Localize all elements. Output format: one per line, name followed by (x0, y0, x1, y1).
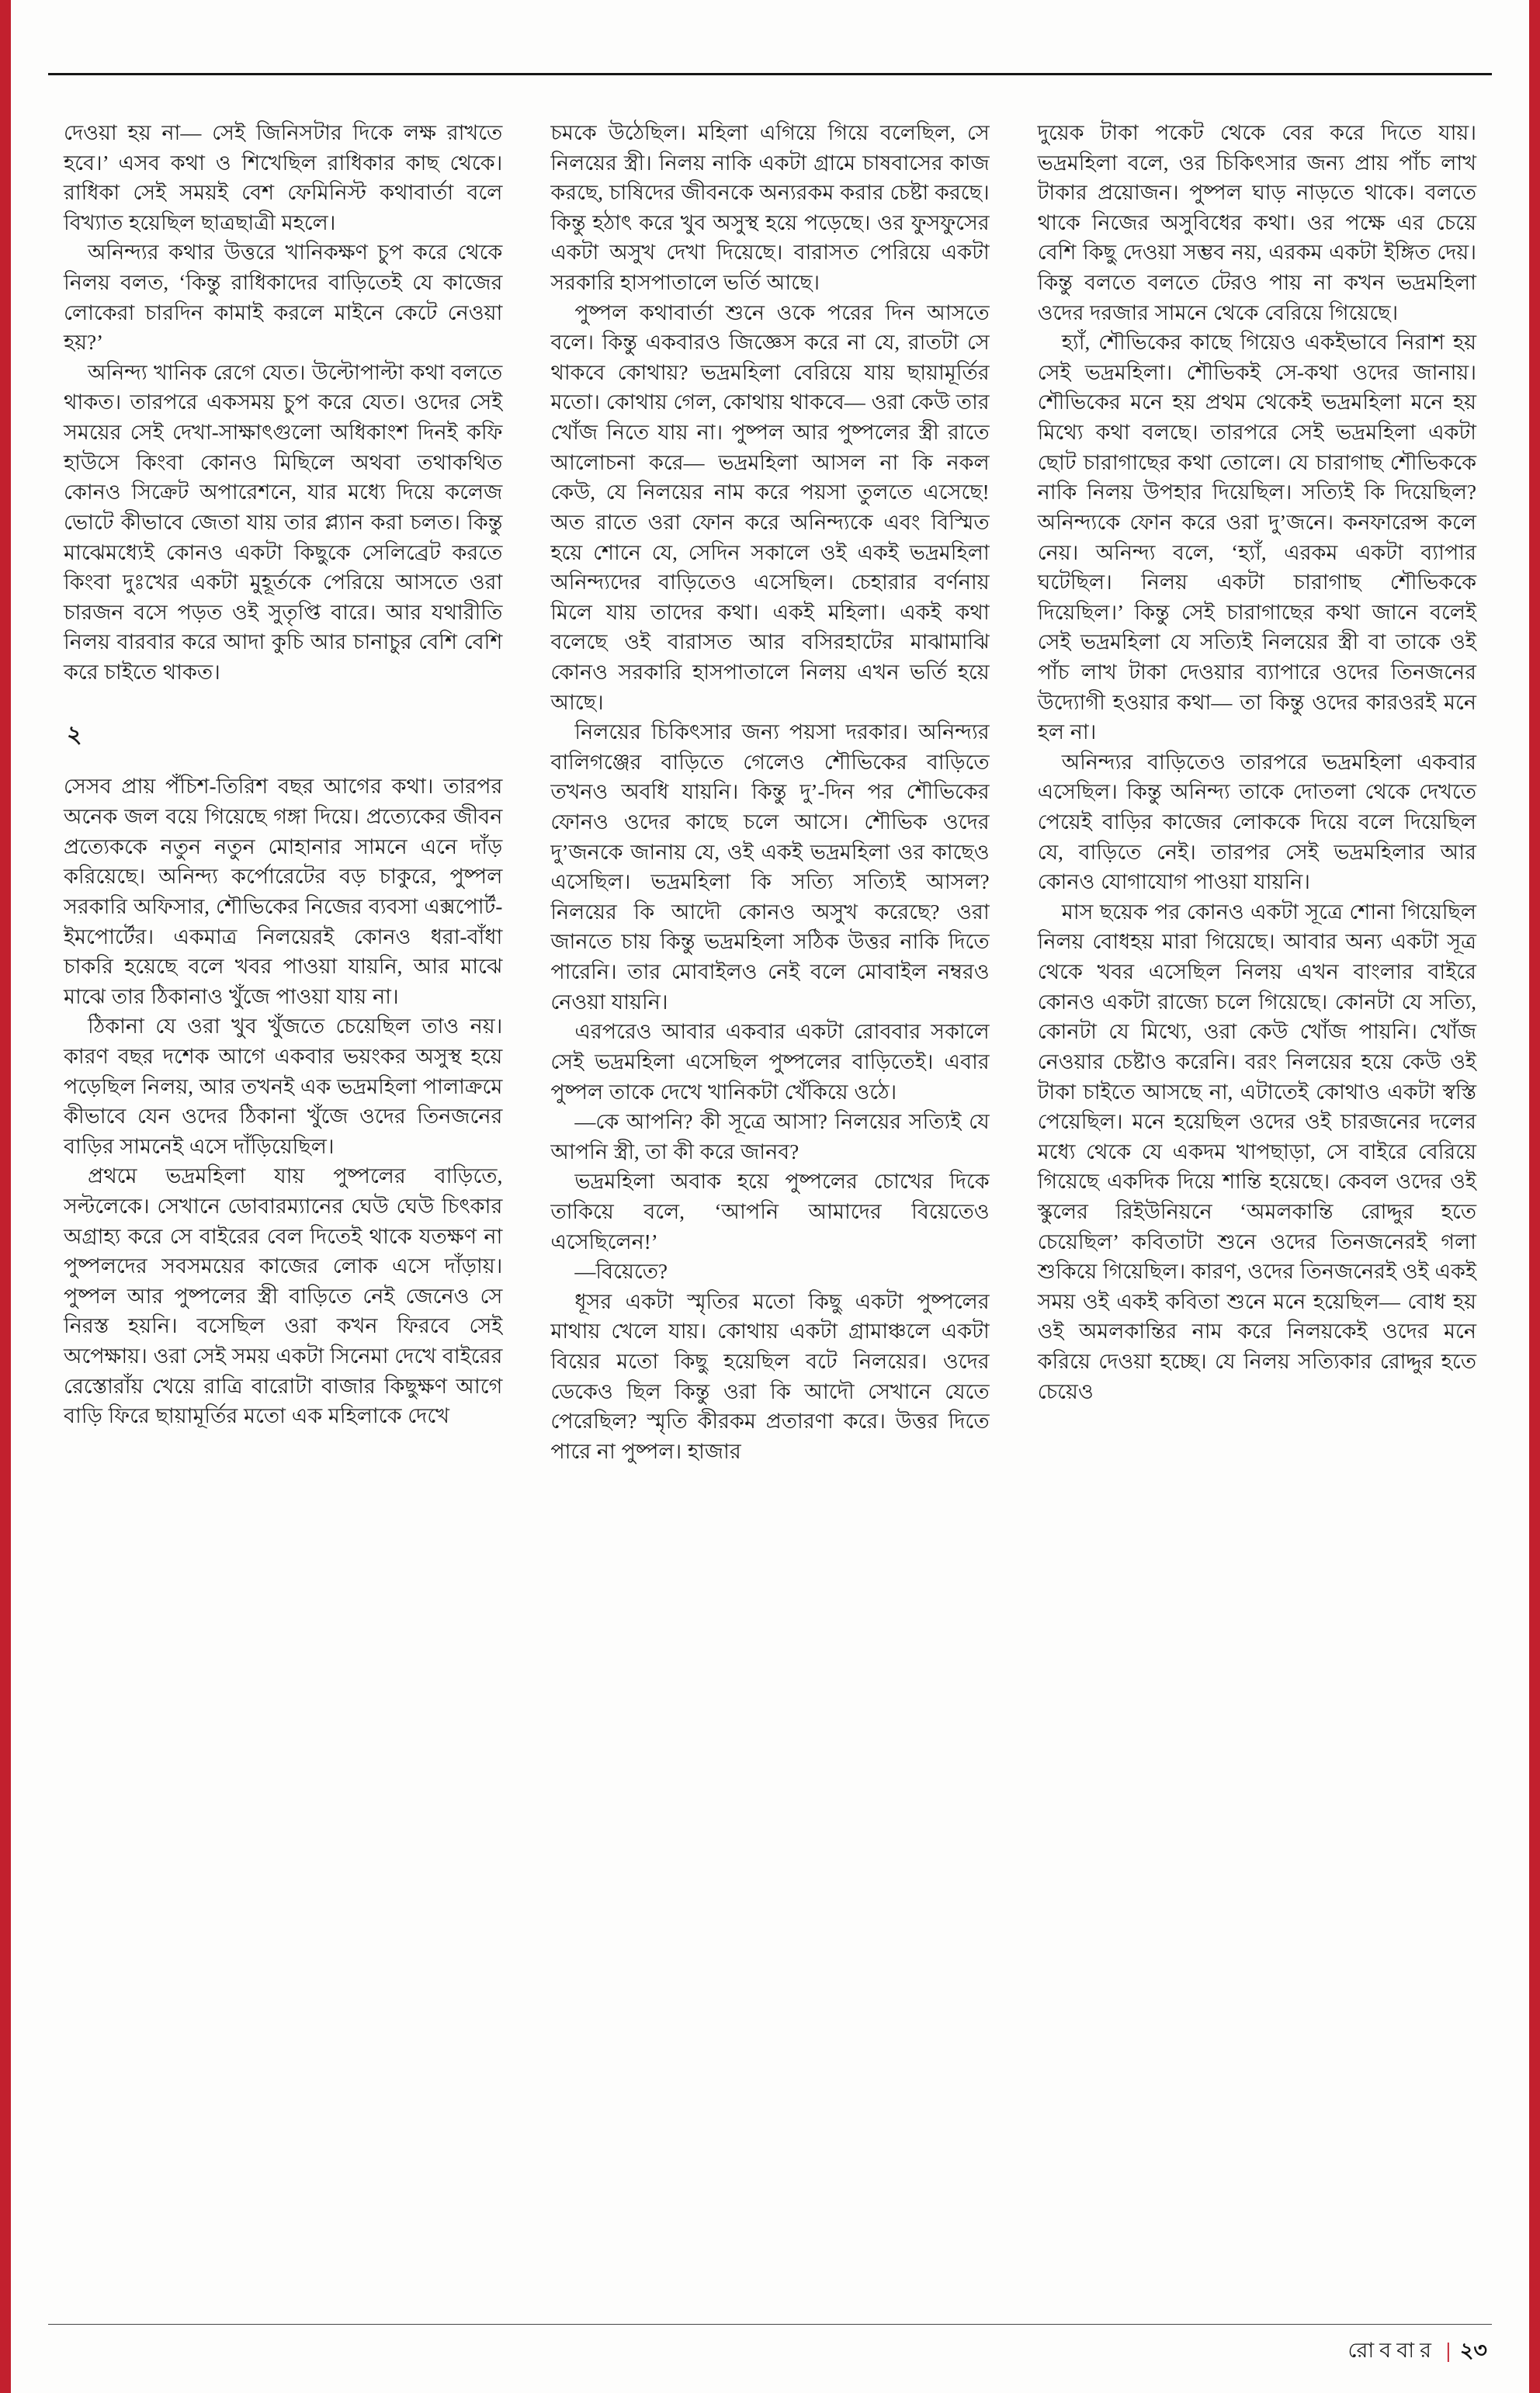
article-paragraph: নিলয়ের চিকিৎসার জন্য পয়সা দরকার। অনিন্দ্যর বালিগঞ্জের বাড়িতে গেলেও শৌভিকের বাড়িতে তখনও অবধি যায়নি। কিন্তু দু’-দিন পর শৌভিকের ফোনও ওদের কাছে চলে আসে। শৌভিক ওদের দু’জনকে জানায় যে, ওই একই ভদ্রমহিলা ওর কাছেও এসেছিল। ভদ্রমহিলা কি সত্যি সত্যিই আসল? নিলয়ের কি আদৌ কোনও অসুখ করেছে? ওরা জানতে চায় কিন্তু ভদ্রমহিলা সঠিক উত্তর নাকি দিতে পারেনি। তার মোবাইলও নেই বলে মোবাইল নম্বরও নেওয়া যায়নি। (550, 720, 990, 1014)
article-paragraph: মাস ছয়েক পর কোনও একটা সূত্রে শোনা গিয়েছিল নিলয় বোধহয় মারা গিয়েছে। আবার অন্য একটা সূত্র থেকে খবর এসেছিল নিলয় এখন বাংলার বাইরে কোনও একটা রাজ্যে চলে গিয়েছে। কোনটা যে সত্যি, কোনটা যে মিথ্যে, ওরা কেউ খোঁজ পায়নি। খোঁজ নেওয়ার চেষ্টাও করেনি। বরং নিলয়ের হয়ে কেউ ওই টাকা চাইতে আসছে না, এটাতেই কোথাও একটা স্বস্তি পেয়েছিল। মনে হয়েছিল ওদের ওই চারজনের দলের মধ্যে থেকে যে একদম খাপছাড়া, সে বাইরে বেরিয়ে গিয়েছে একদিক দিয়ে শান্তি হয়েছে। কেবল ওদের ওই স্কুলের রিইউনিয়নে ‘অমলকান্তি রোদ্দুর হতে চেয়েছিল’ কবিতাটা শুনে ওদের তিনজনেরই গলা শুকিয়ে গিয়েছিল। কারণ, ওদের তিনজনেরই ওই একই সময় ওই একই কবিতা শুনে মনে হয়েছিল— বোধ হয় ওই অমলকান্তির নাম করে নিলয়কেই ওদের মনে করিয়ে দেওয়া হচ্ছে। যে নিলয় সত্যিকার রোদ্দুর হতে চেয়েও (1037, 900, 1476, 1403)
left-edge-red-band (0, 0, 11, 2393)
article-paragraph: অনিন্দ্যর কথার উত্তরে খানিকক্ষণ চুপ করে থেকে নিলয় বলত, ‘কিন্তু রাধিকাদের বাড়িতেই যে কাজের লোকেরা চারদিন কামাই করলে মাইনে কেটে নেওয়া হয়?’ (64, 241, 503, 355)
article-paragraph: —বিয়েতে? (574, 1260, 668, 1284)
article-column-1 (64, 118, 502, 1431)
top-divider-rule (48, 73, 1492, 75)
article-paragraph: হ্যাঁ, শৌভিকের কাছে গিয়েও একইভাবে নিরাশ হয় সেই ভদ্রমহিলা। শৌভিকই সে-কথা ওদের জানায়। শৌভিকের মনে হয় প্রথম থেকেই ভদ্রমহিলা মনে হয় মিথ্যে কথা বলছে। তারপরে সেই ভদ্রমহিলা একটা ছোট চারাগাছের কথা তোলে। যে চারাগাছ শৌভিককে নাকি নিলয় উপহার দিয়েছিল। সত্যিই কি দিয়েছিল? অনিন্দ্যকে ফোন করে ওরা দু’জনে। কনফারেন্স কলে নেয়। অনিন্দ্য বলে, ‘হ্যাঁ, এরকম একটা ব্যাপার ঘটেছিল। নিলয় একটা চারাগাছ শৌভিককে দিয়েছিল।’ কিন্তু সেই চারাগাছের কথা জানে বলেই সেই ভদ্রমহিলা যে সত্যিই নিলয়ের স্ত্রী বা তাকে ওই পাঁচ লাখ টাকা দেওয়ার ব্যাপারে ওদের তিনজনের উদ্যোগী হওয়ার কথা— তা কিন্তু ওদের কারওরই মনে হল না। (1037, 331, 1476, 744)
page-number: ২৩ (1459, 2339, 1487, 2362)
page-footer (1348, 2335, 1487, 2370)
article-body (64, 118, 1476, 1466)
right-edge-red-band (1529, 0, 1540, 2393)
article-paragraph: অনিন্দ্যর বাড়িতেও তারপরে ভদ্রমহিলা একবার এসেছিল। কিন্তু অনিন্দ্য তাকে দোতলা থেকে দেখতে পেয়েই বাড়ির কাজের লোককে দিয়ে বলে দিয়েছিল যে, বাড়িতে নেই। তারপর সেই ভদ্রমহিলার আর কোনও যোগাযোগ পাওয়া যায়নি। (1037, 750, 1476, 894)
section-number: ২ (67, 721, 82, 747)
article-paragraph: ধূসর একটা স্মৃতির মতো কিছু একটা পুষ্পলের মাথায় খেলে যায়। কোথায় একটা গ্রামাঞ্চলে একটা বিয়ের মতো কিছু হয়েছিল বটে নিলয়ের। ওদের ডেকেও ছিল কিন্তু ওরা কি আদৌ সেখানে যেতে পেরেছিল? স্মৃতি কীরকম প্রতারণা করে। উত্তর দিতে পারে না পুষ্পল। হাজার (550, 1289, 990, 1463)
publication-name: রোববার (1348, 2339, 1437, 2362)
article-paragraph: ভদ্রমহিলা অবাক হয়ে পুষ্পলের চোখের দিকে তাকিয়ে বলে, ‘আপনি আমাদের বিয়েতেও এসেছিলেন!’ (550, 1170, 990, 1254)
article-paragraph: ঠিকানা যে ওরা খুব খুঁজতে চেয়েছিল তাও নয়। কারণ বছর দশেক আগে একবার ভয়ংকর অসুস্থ হয়ে পড়েছিল নিলয়, আর তখনই এক ভদ্রমহিলা পালাক্রমে কীভাবে যেন ওদের ঠিকানা খুঁজে ওদের তিনজনের বাড়ির সামনেই এসে দাঁড়িয়েছিল। (64, 1014, 503, 1158)
article-paragraph: —কে আপনি? কী সূত্রে আসা? নিলয়ের সত্যিই যে আপনি স্ত্রী, তা কী করে জানব? (550, 1110, 990, 1164)
article-paragraph: প্রথমে ভদ্রমহিলা যায় পুষ্পলের বাড়িতে, সল্টলেকে। সেখানে ডোবারম্যানের ঘেউ ঘেউ চিৎকার অগ্রাহ্য করে সে বাইরের বেল দিতেই থাকে যতক্ষণ না পুষ্পলদের সবসময়ের কাজের লোক এসে দাঁড়ায়। পুষ্পল আর পুষ্পলের স্ত্রী বাড়িতে নেই জেনেও সে নিরস্ত হয়নি। বসেছিল ওরা কখন ফিরবে সেই অপেক্ষায়। ওরা সেই সময় একটা সিনেমা দেখে বাইরের রেস্তোরাঁয় খেয়ে রাত্রি বারোটা বাজার কিছুক্ষণ আগে বাড়ি ফিরে ছায়ামূর্তির মতো এক মহিলাকে দেখে (64, 1164, 503, 1428)
footer-divider-rule (48, 2324, 1492, 2325)
article-paragraph: এরপরেও আবার একবার একটা রোববার সকালে সেই ভদ্রমহিলা এসেছিল পুষ্পলের বাড়িতেই। এবার পুষ্পল তাকে দেখে খানিকটা খেঁকিয়ে ওঠে। (550, 1020, 990, 1104)
article-column-3 (1038, 118, 1476, 1406)
article-paragraph: দুয়েক টাকা পকেট থেকে বের করে দিতে যায়। ভদ্রমহিলা বলে, ওর চিকিৎসার জন্য প্রায় পাঁচ লাখ টাকার প্রয়োজন। পুষ্পল ঘাড় নাড়তে থাকে। বলতে থাকে নিজের অসুবিধের কথা। ওর পক্ষে এর চেয়ে বেশি কিছু দেওয়া সম্ভব নয়, এরকম একটা ইঙ্গিত দেয়। কিন্তু বলতে বলতে টেরও পায় না কখন ভদ্রমহিলা ওদের দরজার সামনে থেকে বেরিয়ে গিয়েছে। (1037, 121, 1476, 324)
article-paragraph: অনিন্দ্য খানিক রেগে যেত। উল্টোপাল্টা কথা বলতে থাকত। তারপরে একসময় চুপ করে যেত। ওদের সেই সময়ের সেই দেখা-সাক্ষাৎগুলো অধিকাংশ দিনই কফি হাউসে কিংবা কোনও মিছিলে অথবা তথাকথিত কোনও সিক্রেট অপারেশনে, যার মধ্যে দিয়ে কলেজ ভোটে কীভাবে জেতা যায় তার প্ল্যান করা চলত। কিন্তু মাঝেমধ্যেই কোনও একটা কিছুকে সেলিব্রেট করতে কিংবা দুঃখের একটা মুহূর্তকে পেরিয়ে আসতে ওরা চারজন বসে পড়ত ওই সুতৃপ্তি বারে। আর যথারীতি নিলয় বারবার করে আদা কুচি আর চানাচুর বেশি বেশি করে চাইতে থাকত। (64, 360, 503, 684)
footer-separator: | (1445, 2339, 1451, 2362)
article-paragraph: পুষ্পল কথাবার্তা শুনে ওকে পরের দিন আসতে বলে। কিন্তু একবারও জিজ্ঞেস করে না যে, রাতটা সে থাকবে কোথায়? ভদ্রমহিলা বেরিয়ে যায় ছায়ামূর্তির মতো। কোথায় গেল, কোথায় থাকবে— ওরা কেউ তার খোঁজ নিতে যায় না। পুষ্পল আর পুষ্পলের স্ত্রী রাতে আলোচনা করে— ভদ্রমহিলা আসল না কি নকল কেউ, যে নিলয়ের নাম করে পয়সা তুলতে এসেছে! অত রাতে ওরা ফোন করে অনিন্দ্যকে এবং বিস্মিত হয়ে শোনে যে, সেদিন সকালে ওই একই ভদ্রমহিলা অনিন্দ্যদের বাড়িতেও এসেছিল। চেহারার বর্ণনায় মিলে যায় তাদের কথা। একই মহিলা। একই কথা বলেছে ওই বারাসত আর বসিরহাটের মাঝামাঝি কোনও সরকারি হাসপাতালে নিলয় এখন ভর্তি হয়ে আছে। (550, 300, 990, 714)
article-paragraph: চমকে উঠেছিল। মহিলা এগিয়ে গিয়ে বলেছিল, সে নিলয়ের স্ত্রী। নিলয় নাকি একটা গ্রামে চাষবাসের কাজ করছে, চাষিদের জীবনকে অন্যরকম করার চেষ্টা করছে। কিন্তু হঠাৎ করে খুব অসুস্থ হয়ে পড়েছে। ওর ফুসফুসের একটা অসুখ দেখা দিয়েছে। বারাসত পেরিয়ে একটা সরকারি হাসপাতালে ভর্তি আছে। (550, 121, 990, 295)
article-column-2 (550, 118, 989, 1466)
article-paragraph: দেওয়া হয় না— সেই জিনিসটার দিকে লক্ষ রাখতে হবে।’ এসব কথা ও শিখেছিল রাধিকার কাছ থেকে। রাধিকা সেই সময়ই বেশ ফেমিনিস্ট কথাবার্তা বলে বিখ্যাত হয়েছিল ছাত্রছাত্রী মহলে। (64, 121, 503, 234)
article-paragraph: সেসব প্রায় পঁচিশ-তিরিশ বছর আগের কথা। তারপর অনেক জল বয়ে গিয়েছে গঙ্গা দিয়ে। প্রত্যেকের জীবন প্রত্যেককে নতুন নতুন মোহানার সামনে এনে দাঁড় করিয়েছে। অনিন্দ্য কর্পোরেটের বড় চাকুরে, পুষ্পল সরকারি অফিসার, শৌভিকের নিজের ব্যবসা এক্সপোর্ট-ইমপোর্টের। একমাত্র নিলয়েরই কোনও ধরা-বাঁধা চাকরি হয়েছে বলে খবর পাওয়া যায়নি, আর মাঝে মাঝে তার ঠিকানাও খুঁজে পাওয়া যায় না। (64, 775, 503, 1008)
